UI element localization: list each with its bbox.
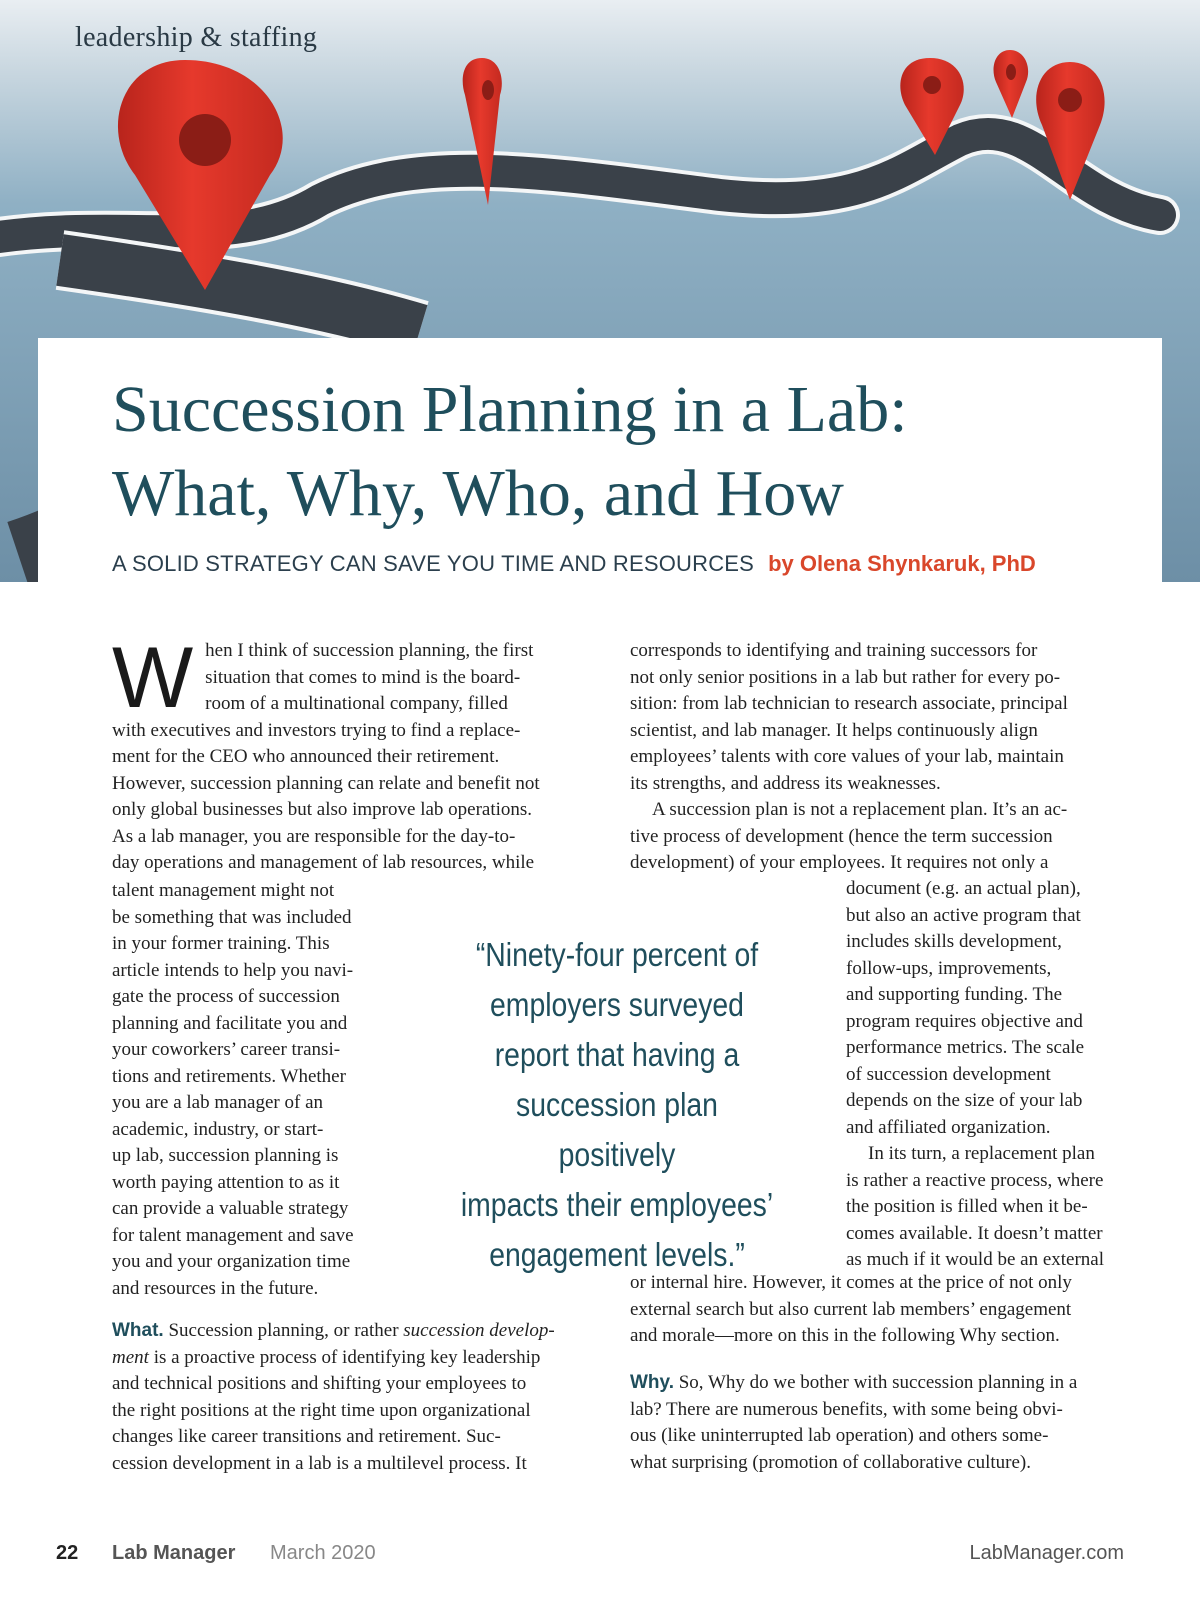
what-italic: succession develop-	[403, 1320, 555, 1341]
column-right-bottom	[630, 1270, 1130, 1350]
body-lines	[630, 1270, 1130, 1350]
text-line: or internal hire. However, it comes at the price of not only	[630, 1272, 1072, 1293]
text-line: hen I think of succession planning, the first	[205, 640, 534, 661]
why-first-line	[630, 1370, 1130, 1397]
text-line: follow-ups, improvements,	[846, 957, 1052, 979]
text-line: situation that comes to mind is the board-	[205, 666, 521, 688]
what-second-line	[112, 1345, 602, 1372]
text-line: talent management might not	[112, 880, 335, 901]
text-line: not only senior positions in a lab but rather for every po-	[630, 666, 1061, 688]
text-line: A succession plan is not a replacement plan. It’s an ac-	[652, 799, 1068, 820]
text-line: what surprising (promotion of collaborative culture).	[630, 1451, 1032, 1473]
article-title	[112, 368, 1112, 536]
text-line: tions and retirements. Whether	[112, 1065, 346, 1087]
text-line: sition: from lab technician to research associate, principal	[630, 693, 1068, 714]
text-line: depends on the size of your lab	[846, 1090, 1083, 1111]
text-line: As a lab manager, you are responsible for the day-to-	[112, 825, 516, 847]
text-line: performance metrics. The scale	[846, 1037, 1085, 1058]
what-heading: What.	[112, 1320, 164, 1341]
text-line: impacts their employees’	[460, 1186, 774, 1223]
text-line: gate the process of succession	[112, 986, 340, 1007]
pull-quote	[458, 930, 776, 1280]
text-line: employees’ talents with core values of your lab, maintain	[630, 746, 1064, 767]
text-line: comes available. It doesn’t matter	[846, 1222, 1103, 1244]
page-number: 22	[56, 1542, 79, 1564]
intro-lines	[112, 878, 402, 1302]
text-line: planning and facilitate you and	[112, 1012, 348, 1034]
text-line: ous (like uninterrupted lab operation) and others some-	[630, 1425, 1049, 1446]
text-line: cession development in a lab is a multilevel process. It	[112, 1452, 527, 1474]
what-section	[112, 1318, 602, 1477]
subtitle-row	[112, 551, 1036, 577]
text-line: only global businesses but also improve lab operations.	[112, 799, 533, 820]
text-line: and supporting funding. The	[846, 984, 1063, 1005]
issue-date: March 2020	[270, 1542, 376, 1564]
text-line: document (e.g. an actual plan),	[846, 878, 1081, 899]
section-label: leadership & staffing	[75, 22, 318, 53]
column-right-narrow	[846, 876, 1136, 1274]
what-lines	[112, 1371, 602, 1477]
article-title-line: Succession Planning in a Lab:	[112, 373, 908, 446]
text-line: employers surveyed	[490, 986, 744, 1023]
text-line: but also an active program that	[846, 904, 1081, 926]
text-line: academic, industry, or start-	[112, 1118, 324, 1140]
article-title-line: What, Why, Who, and How	[112, 457, 844, 530]
text-line: day operations and management of lab resources, while	[112, 852, 535, 873]
text-line: for talent management and save	[112, 1224, 354, 1246]
text-line: and morale—more on this in the following Why section.	[630, 1325, 1060, 1346]
why-section	[630, 1370, 1130, 1476]
article-subtitle: A SOLID STRATEGY CAN SAVE YOU TIME AND RESOURCES	[112, 551, 755, 576]
text-line: external search but also current lab members’ engagement	[630, 1298, 1072, 1320]
text-line: succession plan positively	[516, 1086, 718, 1173]
what-italic: ment	[112, 1346, 149, 1368]
body-lines	[630, 638, 1130, 877]
publication-name: Lab Manager	[112, 1542, 236, 1564]
what-first-line	[112, 1318, 602, 1345]
why-lines	[630, 1397, 1130, 1477]
why-text: So, Why do we bother with succession planning in a	[673, 1372, 1078, 1393]
text-line: ment for the CEO who announced their retirement.	[112, 746, 500, 767]
text-line: corresponds to identifying and training successors for	[630, 640, 1038, 661]
text-line: the right positions at the right time upon organizational	[112, 1399, 531, 1421]
text-line: in your former training. This	[112, 933, 330, 954]
text-line: you are a lab manager of an	[112, 1092, 324, 1113]
website-link[interactable]: LabManager.com	[969, 1542, 1124, 1564]
text-line: changes like career transitions and retirement. Suc-	[112, 1426, 501, 1447]
why-heading: Why.	[630, 1372, 674, 1393]
text-line: development) of your employees. It requires not only a	[630, 852, 1049, 873]
column-left	[112, 630, 592, 877]
pull-quote-lines	[458, 930, 776, 1280]
author-byline: by Olena Shynkaruk, PhD	[768, 551, 1036, 576]
text-line: scientist, and lab manager. It helps continuously align	[630, 719, 1038, 741]
column-right	[630, 638, 1130, 877]
text-line: up lab, succession planning is	[112, 1145, 339, 1166]
text-line: of succession development	[846, 1063, 1051, 1085]
text-line: “Ninety-four percent of	[475, 936, 759, 973]
text-line: worth paying attention to as it	[112, 1171, 340, 1193]
text-line: room of a multinational company, filled	[205, 693, 508, 714]
what-text: Succession planning, or rather	[163, 1320, 404, 1341]
text-line: be something that was included	[112, 906, 352, 928]
body-lines	[846, 876, 1136, 1274]
drop-cap: W	[112, 630, 194, 726]
intro-paragraph	[112, 630, 592, 877]
text-line: can provide a valuable strategy	[112, 1198, 349, 1219]
text-line: is rather a reactive process, where	[846, 1169, 1104, 1191]
text-line: tive process of development (hence the term succession	[630, 825, 1053, 847]
text-line: and technical positions and shifting your employees to	[112, 1373, 527, 1394]
text-line: report that having a	[494, 1036, 740, 1073]
text-line: you and your organization time	[112, 1251, 351, 1272]
what-text: is a proactive process of identifying key leadership	[148, 1346, 541, 1368]
text-line: your coworkers’ career transi-	[112, 1039, 341, 1060]
column-left-narrow	[112, 878, 402, 1302]
text-line: However, succession planning can relate and benefit not	[112, 772, 540, 794]
text-line: lab? There are numerous benefits, with some being obvi-	[630, 1398, 1063, 1420]
text-line: the position is filled when it be-	[846, 1196, 1088, 1217]
text-line: program requires objective and	[846, 1010, 1083, 1032]
text-line: and affiliated organization.	[846, 1116, 1051, 1138]
text-line: In its turn, a replacement plan	[868, 1143, 1095, 1164]
text-line: article intends to help you navi-	[112, 959, 354, 981]
page-footer	[0, 1542, 1200, 1572]
text-line: and resources in the future.	[112, 1277, 319, 1299]
text-line: as much if it would be an external	[846, 1249, 1105, 1270]
text-line: engagement levels.”	[489, 1236, 745, 1273]
text-line: with executives and investors trying to find a replace-	[112, 719, 521, 741]
intro-lines	[112, 718, 592, 877]
text-line: its strengths, and address its weaknesses.	[630, 772, 941, 794]
text-line: includes skills development,	[846, 931, 1062, 952]
